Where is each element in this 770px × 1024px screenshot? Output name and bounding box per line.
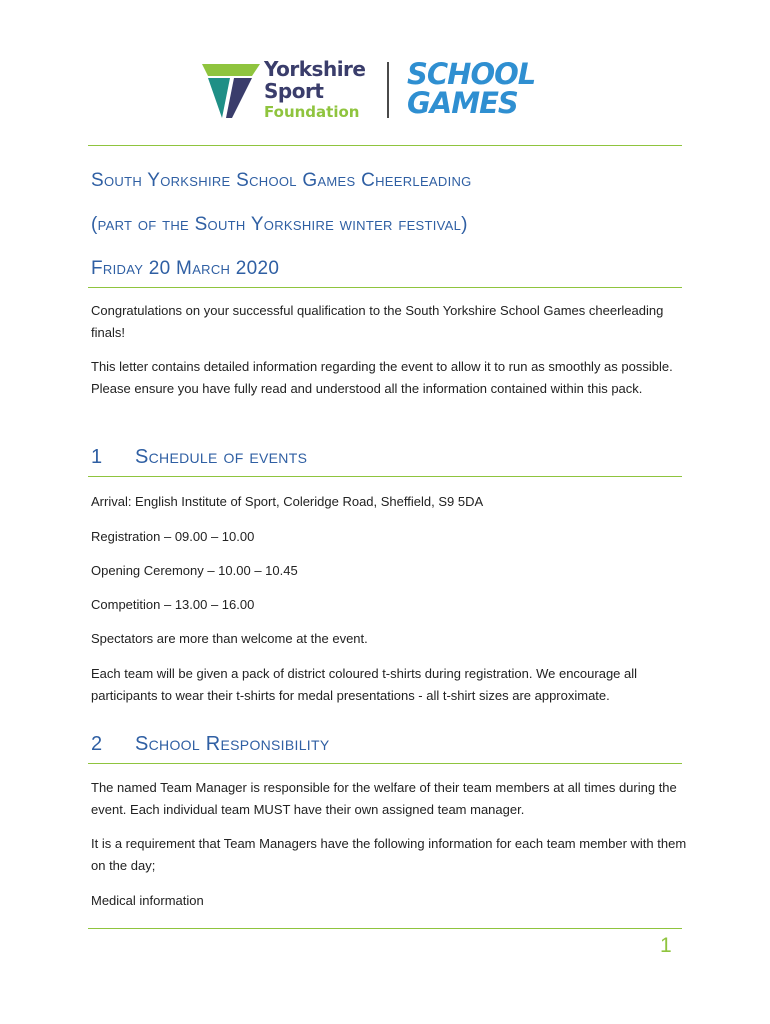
- section-2-title: School Responsibility: [135, 733, 330, 755]
- ysf-word-foundation: Foundation: [264, 103, 360, 121]
- section-2-heading: [91, 733, 329, 756]
- medical-information: Medical information: [91, 893, 204, 908]
- registration-time: Registration – 09.00 – 10.00: [91, 529, 255, 544]
- document-subtitle: (part of the South Yorkshire winter festival): [91, 214, 468, 235]
- school-games-word-games: GAMES: [407, 86, 518, 120]
- spectators-note: Spectators are more than welcome at the event.: [91, 631, 368, 646]
- logo-divider: [387, 62, 389, 118]
- section-1-title: Schedule of events: [135, 446, 308, 468]
- header-divider: [88, 145, 682, 146]
- section-2-divider: [88, 763, 682, 764]
- team-manager-requirement: It is a requirement that Team Managers have the following information for each team member with them on the day;: [91, 836, 687, 873]
- document-title: South Yorkshire School Games Cheerleading: [91, 170, 472, 191]
- section-1-divider: [88, 476, 682, 477]
- section-2-number: 2: [91, 733, 103, 755]
- arrival-line: Arrival: English Institute of Sport, Coleridge Road, Sheffield, S9 5DA: [91, 494, 484, 509]
- intro-information: This letter contains detailed information regarding the event to allow it to run as smoothly as possible. Please ensure you have fully read and understood all the information contained within this pack.: [91, 359, 673, 396]
- footer-divider: [88, 928, 682, 929]
- page-number: 1: [660, 934, 672, 957]
- title-divider: [88, 287, 682, 288]
- competition-time: Competition – 13.00 – 16.00: [91, 597, 255, 612]
- section-1-heading: [91, 446, 307, 469]
- intro-congratulations: Congratulations on your successful qualification to the South Yorkshire School Games cheerleading finals!: [91, 303, 664, 340]
- ysf-word-sport: Sport: [264, 79, 324, 103]
- section-1-number: 1: [91, 446, 103, 468]
- event-date: Friday 20 March 2020: [91, 258, 280, 279]
- yorkshire-sport-foundation-logo: [200, 58, 380, 126]
- opening-ceremony-time: Opening Ceremony – 10.00 – 10.45: [91, 563, 298, 578]
- team-manager-responsibility: The named Team Manager is responsible for the welfare of their team members at all times during the event. Each individual team MUST have their own assigned team manager.: [91, 780, 677, 817]
- ysf-word-yorkshire: Yorkshire: [264, 57, 366, 81]
- ysf-wordmark: [264, 58, 365, 122]
- school-games-word-school: SCHOOL: [407, 57, 536, 91]
- page-header: [0, 0, 770, 140]
- ysf-chevron-icon: [200, 60, 262, 120]
- tshirts-note: Each team will be given a pack of district coloured t-shirts during registration. We encourage all participants to wear their t-shirts for medal presentations - all t-shirt sizes are approximate.: [91, 666, 638, 703]
- school-games-logo: [407, 57, 537, 122]
